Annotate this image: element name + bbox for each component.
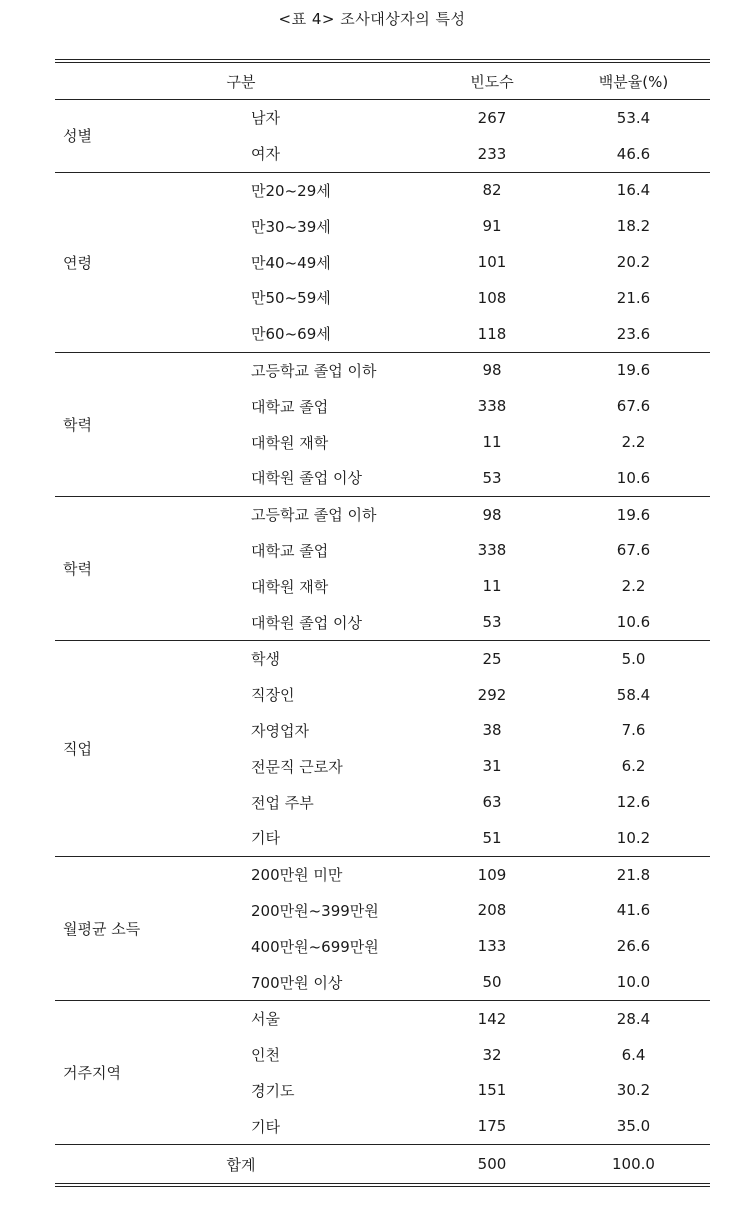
row-percent: 21.6 [616, 288, 651, 307]
table-row [215, 641, 710, 677]
row-percent: 10.2 [616, 828, 651, 847]
group-name: 월평균 소득 [63, 919, 141, 938]
row-label: 인천 [251, 1046, 280, 1065]
table-row [215, 1037, 710, 1073]
group-name: 직업 [63, 739, 92, 758]
table-row [215, 280, 710, 316]
table-row [215, 316, 710, 352]
group-name: 연령 [63, 253, 92, 272]
row-label: 고등학교 졸업 이하 [251, 361, 377, 380]
table-row [215, 1073, 710, 1109]
table-row [215, 460, 710, 496]
row-frequency: 11 [482, 433, 502, 452]
row-percent: 18.2 [616, 217, 651, 236]
table-row [215, 388, 710, 424]
total-row [55, 1145, 710, 1184]
row-frequency: 91 [482, 217, 502, 236]
row-frequency: 267 [477, 108, 507, 127]
row-frequency: 109 [477, 865, 507, 884]
row-label: 고등학교 졸업 이하 [251, 506, 377, 525]
table-bottom-double-rule [55, 1184, 710, 1187]
row-percent: 53.4 [616, 108, 651, 127]
row-frequency: 25 [482, 649, 502, 668]
row-percent: 10.6 [616, 468, 651, 487]
row-label: 직장인 [251, 686, 295, 705]
row-label: 기타 [251, 829, 280, 848]
table-body [55, 100, 710, 1145]
row-label: 대학교 졸업 [251, 541, 329, 560]
row-percent: 23.6 [616, 324, 651, 343]
row-label: 학생 [251, 650, 280, 669]
row-label: 대학원 졸업 이상 [251, 613, 362, 632]
row-label: 남자 [251, 109, 280, 128]
table-caption: <표 4> 조사대상자의 특성 [278, 10, 466, 28]
table-row [215, 497, 710, 533]
row-frequency: 338 [477, 541, 507, 560]
row-frequency: 338 [477, 397, 507, 416]
row-frequency: 208 [477, 901, 507, 920]
total-frequency: 500 [477, 1155, 507, 1174]
group-rows [215, 641, 710, 856]
table-row [215, 100, 710, 136]
table-row [215, 424, 710, 460]
table-row [215, 173, 710, 209]
row-percent: 12.6 [616, 793, 651, 812]
header-category: 구분 [226, 72, 256, 91]
table-group [55, 173, 710, 353]
row-label: 만30~39세 [251, 217, 331, 236]
row-percent: 2.2 [621, 433, 646, 452]
row-label: 만20~29세 [251, 181, 331, 200]
row-label: 400만원~699만원 [251, 937, 379, 956]
table-row [215, 208, 710, 244]
row-frequency: 98 [482, 361, 502, 380]
table-row [215, 604, 710, 640]
group-name: 거주지역 [63, 1064, 121, 1083]
row-percent: 28.4 [616, 1009, 651, 1028]
row-percent: 20.2 [616, 253, 651, 272]
row-label: 200만원 미만 [251, 866, 343, 885]
row-percent: 67.6 [616, 541, 651, 560]
row-frequency: 292 [477, 685, 507, 704]
table-row [215, 568, 710, 604]
table-row [215, 1001, 710, 1037]
table-row [215, 857, 710, 893]
total-label: 합계 [226, 1155, 256, 1174]
table-group [55, 857, 710, 1001]
row-percent: 35.0 [616, 1117, 651, 1136]
row-percent: 19.6 [616, 505, 651, 524]
table-row [215, 677, 710, 713]
group-name: 학력 [63, 415, 92, 434]
row-percent: 10.0 [616, 973, 651, 992]
group-rows [215, 173, 710, 352]
row-frequency: 118 [477, 324, 507, 343]
row-frequency: 32 [482, 1045, 502, 1064]
row-percent: 16.4 [616, 181, 651, 200]
row-label: 대학원 졸업 이상 [251, 469, 362, 488]
table-row [215, 136, 710, 172]
row-label: 700만원 이상 [251, 973, 343, 992]
total-percent: 100.0 [612, 1155, 655, 1174]
row-label: 대학교 졸업 [251, 397, 329, 416]
row-percent: 26.6 [616, 937, 651, 956]
table-group [55, 100, 710, 173]
row-label: 만40~49세 [251, 253, 331, 272]
table-row [215, 713, 710, 749]
row-frequency: 31 [482, 757, 502, 776]
row-frequency: 38 [482, 721, 502, 740]
table-group [55, 497, 710, 641]
table-row [215, 964, 710, 1000]
table-group [55, 353, 710, 497]
table-row [215, 353, 710, 389]
row-frequency: 50 [482, 973, 502, 992]
header-frequency: 빈도수 [470, 72, 514, 91]
table-row [215, 244, 710, 280]
row-percent: 30.2 [616, 1081, 651, 1100]
group-name: 학력 [63, 559, 92, 578]
row-percent: 5.0 [621, 649, 646, 668]
row-percent: 6.4 [621, 1045, 646, 1064]
row-frequency: 133 [477, 937, 507, 956]
row-frequency: 11 [482, 577, 502, 596]
group-rows [215, 353, 710, 496]
row-label: 전문직 근로자 [251, 757, 343, 776]
row-label: 여자 [251, 145, 280, 164]
table-row [215, 928, 710, 964]
group-rows [215, 1001, 710, 1144]
row-frequency: 53 [482, 468, 502, 487]
row-label: 자영업자 [251, 721, 309, 740]
table-row [215, 748, 710, 784]
row-frequency: 101 [477, 253, 507, 272]
respondent-characteristics-table [55, 59, 710, 1187]
table-header-row [55, 63, 710, 100]
group-name: 성별 [63, 127, 92, 146]
row-percent: 19.6 [616, 361, 651, 380]
row-label: 대학원 재학 [251, 577, 329, 596]
row-label: 만60~69세 [251, 325, 331, 344]
row-label: 만50~59세 [251, 289, 331, 308]
row-percent: 46.6 [616, 144, 651, 163]
row-percent: 41.6 [616, 901, 651, 920]
row-frequency: 63 [482, 793, 502, 812]
row-frequency: 82 [482, 181, 502, 200]
row-frequency: 51 [482, 828, 502, 847]
table-row [215, 784, 710, 820]
row-label: 대학원 재학 [251, 433, 329, 452]
table-row [215, 893, 710, 929]
group-rows [215, 857, 710, 1000]
row-percent: 6.2 [621, 757, 646, 776]
table-row [215, 1108, 710, 1144]
row-frequency: 175 [477, 1117, 507, 1136]
row-label: 서울 [251, 1010, 280, 1029]
table-row [215, 820, 710, 856]
table-group [55, 1001, 710, 1145]
row-label: 경기도 [251, 1081, 295, 1100]
row-label: 기타 [251, 1117, 280, 1136]
header-percent: 백분율(%) [598, 72, 669, 91]
row-percent: 10.6 [616, 613, 651, 632]
row-percent: 67.6 [616, 397, 651, 416]
row-frequency: 53 [482, 613, 502, 632]
row-label: 200만원~399만원 [251, 901, 379, 920]
table-row [215, 533, 710, 569]
row-percent: 2.2 [621, 577, 646, 596]
row-frequency: 151 [477, 1081, 507, 1100]
group-rows [215, 497, 710, 640]
row-frequency: 98 [482, 505, 502, 524]
table-group [55, 641, 710, 857]
row-percent: 21.8 [616, 865, 651, 884]
group-rows [215, 100, 710, 172]
row-label: 전업 주부 [251, 793, 314, 812]
row-percent: 58.4 [616, 685, 651, 704]
row-percent: 7.6 [621, 721, 646, 740]
row-frequency: 108 [477, 288, 507, 307]
row-frequency: 142 [477, 1009, 507, 1028]
row-frequency: 233 [477, 144, 507, 163]
